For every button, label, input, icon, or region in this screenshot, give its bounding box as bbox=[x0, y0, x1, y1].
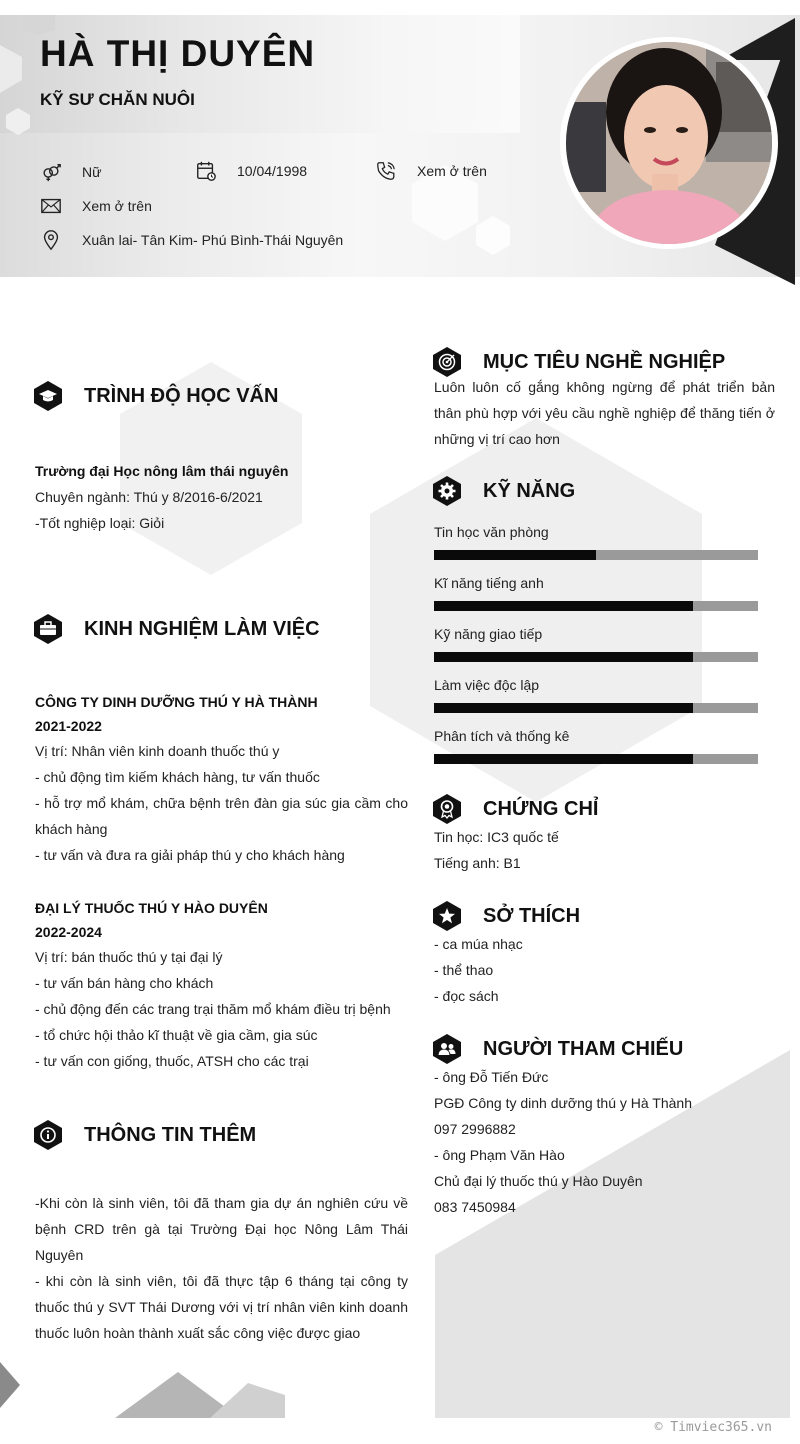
certificate-item: Tin học: IC3 quốc tế bbox=[434, 829, 559, 845]
references-heading bbox=[433, 1034, 753, 1064]
objective-text: Luôn luôn cố gắng không ngừng để phát triển bản thân phù hợp với yêu cầu nghề nghiệp để thăng tiến ở những vị trí cao hơn bbox=[434, 379, 775, 447]
hobbies-list bbox=[434, 931, 774, 1009]
email-value: Xem ở trên bbox=[82, 198, 152, 214]
skill-bar bbox=[434, 601, 758, 611]
extra-content bbox=[35, 1190, 408, 1346]
reference-line: - ông Đỗ Tiến Đức bbox=[434, 1069, 549, 1085]
extra-paragraph: -Khi còn là sinh viên, tôi đã tham gia dự án nghiên cứu về bệnh CRD trên gà tại Trường Đại học Nông Lâm Thái Nguyên bbox=[35, 1195, 408, 1263]
job-company: CÔNG TY DINH DƯỠNG THÚ Y HÀ THÀNH bbox=[35, 694, 318, 710]
skill-fill bbox=[434, 652, 693, 662]
reference-line: 083 7450984 bbox=[434, 1199, 516, 1215]
skill-bar bbox=[434, 550, 758, 560]
hobby-item: - đọc sách bbox=[434, 988, 499, 1004]
job-company: ĐẠI LÝ THUỐC THÚ Y HÀO DUYÊN bbox=[35, 900, 268, 916]
skill-label: Kĩ năng tiếng anh bbox=[434, 575, 544, 591]
education-title: TRÌNH ĐỘ HỌC VẤN bbox=[84, 384, 279, 407]
skill-bar bbox=[434, 754, 758, 764]
skill-item bbox=[434, 726, 758, 746]
skill-item bbox=[434, 522, 758, 542]
award-icon bbox=[433, 794, 461, 824]
reference-line: - ông Phạm Văn Hào bbox=[434, 1147, 565, 1163]
email-row bbox=[40, 195, 240, 217]
job-period: 2022-2024 bbox=[35, 924, 102, 940]
skill-fill bbox=[434, 601, 693, 611]
experience-job-2 bbox=[35, 896, 408, 1074]
candidate-name: HÀ THỊ DUYÊN bbox=[40, 33, 316, 74]
birthday-value: 10/04/1998 bbox=[237, 163, 308, 179]
gender-row bbox=[40, 161, 200, 183]
target-icon bbox=[433, 347, 461, 377]
people-icon bbox=[433, 1034, 461, 1064]
phone-value: Xem ở trên bbox=[417, 163, 487, 179]
skill-item bbox=[434, 573, 758, 593]
job-line: - tổ chức hội thảo kĩ thuật về gia cầm, gia súc bbox=[35, 1027, 318, 1043]
job-period: 2021-2022 bbox=[35, 718, 102, 734]
address-row bbox=[40, 228, 380, 252]
skill-label: Làm việc độc lập bbox=[434, 677, 540, 693]
experience-job-1 bbox=[35, 690, 408, 868]
reference-line: Chủ đại lý thuốc thú y Hào Duyên bbox=[434, 1173, 643, 1189]
job-line: - chủ động tìm kiếm khách hàng, tư vấn thuốc bbox=[35, 769, 320, 785]
references-title: NGƯỜI THAM CHIẾU bbox=[483, 1037, 684, 1060]
email-icon bbox=[40, 195, 62, 217]
job-line: - hỗ trợ mổ khám, chữa bệnh trên đàn gia súc gia cầm cho khách hàng bbox=[35, 795, 408, 837]
certificate-item: Tiếng anh: B1 bbox=[434, 855, 521, 871]
skill-bar bbox=[434, 652, 758, 662]
skills-heading bbox=[433, 476, 733, 506]
education-major: Chuyên ngành: Thú y 8/2016-6/2021 bbox=[35, 489, 263, 505]
objective-heading bbox=[433, 347, 763, 377]
job-line: Vị trí: Nhân viên kinh doanh thuốc thú y bbox=[35, 743, 280, 759]
skill-item bbox=[434, 624, 758, 644]
hobby-item: - ca múa nhạc bbox=[434, 936, 523, 952]
skill-label: Kỹ năng giao tiếp bbox=[434, 626, 543, 642]
avatar-frame bbox=[560, 37, 778, 249]
briefcase-icon bbox=[34, 614, 62, 644]
gender-icon bbox=[40, 161, 62, 183]
calendar-icon bbox=[195, 160, 217, 182]
job-line: Vị trí: bán thuốc thú y tại đại lý bbox=[35, 949, 223, 965]
job-line: - tư vấn bán hàng cho khách bbox=[35, 975, 214, 991]
job-line: - chủ động đến các trang trại thăm mổ khám điều trị bệnh bbox=[35, 1001, 391, 1017]
skill-fill bbox=[434, 754, 693, 764]
reference-line: 097 2996882 bbox=[434, 1121, 516, 1137]
job-line: - tư vấn con giống, thuốc, ATSH cho các trại bbox=[35, 1053, 309, 1069]
education-content bbox=[35, 458, 410, 536]
extra-title: THÔNG TIN THÊM bbox=[84, 1123, 257, 1146]
skill-label: Phân tích và thống kê bbox=[434, 728, 570, 744]
location-icon bbox=[40, 229, 62, 251]
skill-fill bbox=[434, 703, 693, 713]
objective-title: MỤC TIÊU NGHỀ NGHIỆP bbox=[483, 350, 726, 373]
gear-icon bbox=[433, 476, 461, 506]
skill-item bbox=[434, 675, 758, 695]
address-value: Xuân lai- Tân Kim- Phú Bình-Thái Nguyên bbox=[82, 232, 344, 248]
star-icon bbox=[433, 901, 461, 931]
reference-line: PGĐ Công ty dinh dưỡng thú y Hà Thành bbox=[434, 1095, 692, 1111]
gender-value: Nữ bbox=[82, 164, 102, 180]
education-grade: -Tốt nghiệp loại: Giỏi bbox=[35, 515, 165, 531]
skill-bar bbox=[434, 703, 758, 713]
job-title: KỸ SƯ CHĂN NUÔI bbox=[40, 90, 195, 109]
references-list bbox=[434, 1064, 774, 1220]
skills-title: KỸ NĂNG bbox=[483, 479, 576, 502]
certificates-heading bbox=[433, 794, 733, 824]
certificates-title: CHỨNG CHỈ bbox=[483, 797, 599, 820]
certificates-list bbox=[434, 824, 774, 876]
info-icon bbox=[34, 1120, 62, 1150]
extra-heading bbox=[34, 1120, 334, 1150]
education-heading bbox=[34, 381, 334, 411]
phone-row bbox=[375, 160, 535, 182]
avatar-photo bbox=[566, 42, 772, 244]
hobbies-title: SỞ THÍCH bbox=[483, 904, 581, 927]
skill-fill bbox=[434, 550, 596, 560]
experience-heading bbox=[34, 614, 374, 644]
hobbies-heading bbox=[433, 901, 733, 931]
skill-label: Tin học văn phòng bbox=[434, 524, 549, 540]
education-school: Trường đại Học nông lâm thái nguyên bbox=[35, 463, 289, 479]
phone-icon bbox=[375, 160, 397, 182]
hobby-item: - thể thao bbox=[434, 962, 494, 978]
extra-paragraph: - khi còn là sinh viên, tôi đã thực tập 6 tháng tại công ty thuốc thú y SVT Thái Dương với vị trí nhân viên kinh doanh thuốc luôn hoàn thành xuất sắc công việc được giao bbox=[35, 1273, 408, 1341]
avatar bbox=[566, 42, 772, 244]
job-line: - tư vấn và đưa ra giải pháp thú y cho khách hàng bbox=[35, 847, 345, 863]
footer-watermark: © Timviec365.vn bbox=[654, 1420, 772, 1435]
experience-title: KINH NGHIỆM LÀM VIỆC bbox=[84, 617, 320, 640]
birthday-row bbox=[195, 159, 375, 183]
graduation-cap-icon bbox=[34, 381, 62, 411]
